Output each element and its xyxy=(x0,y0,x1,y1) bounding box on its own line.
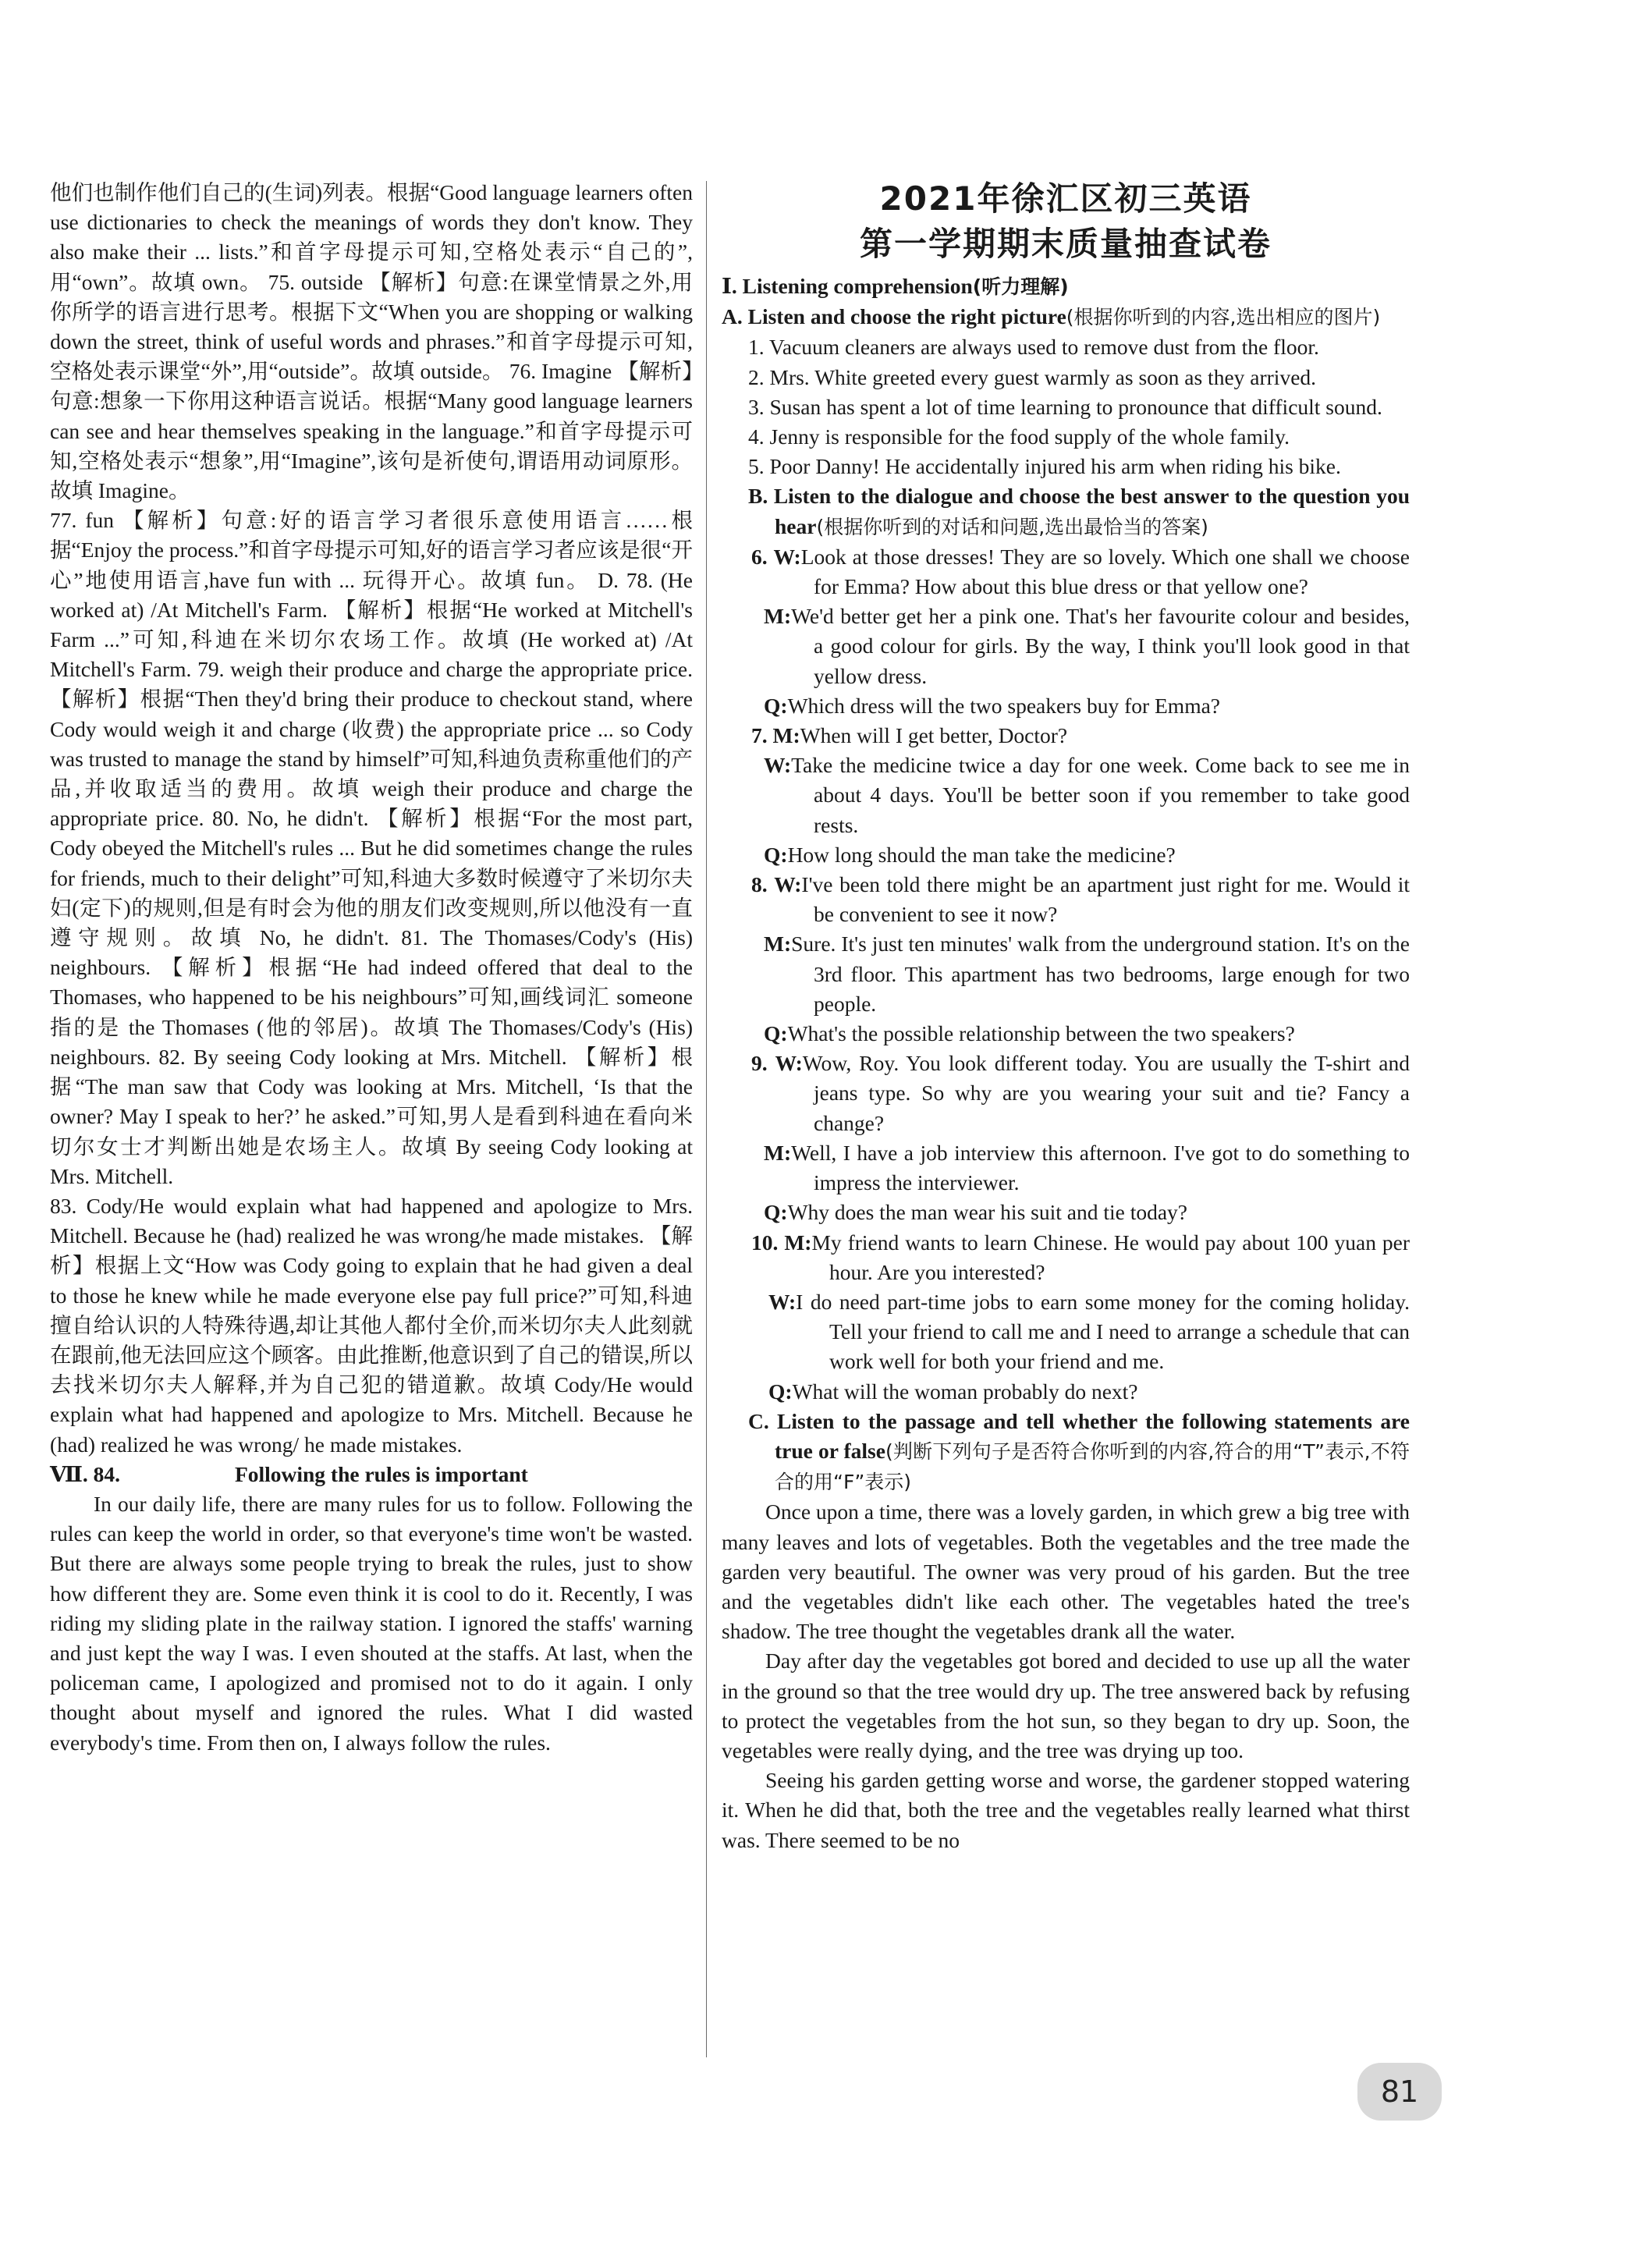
answer-explanation-paragraph: 他们也制作他们自己的(生词)列表。根据“Good language learners often use dictionaries to check the meanings of words they don't know. They also make their ... lists.”和首字母提示可知,空格处表示“自己的”,用“own”。故填 own。 75. outside 【解析】句意:在课堂情景之外,用你所学的语言进行思考。根据下文“When you are shopping or walking down the street, think of useful words and phrases.”和首字母提示可知,空格处表示课堂“外”,用“outside”。故填 outside。 76. Imagine 【解析】句意:想象一下你用这种语言说话。根据“Many good language learners can see and hear themselves speaking in the language.”和首字母提示可知,空格处表示“想象”,用“Imagine”,该句是祈使句,谓语用动词原形。故填 Imagine。 xyxy=(50,180,693,503)
dialogue-line xyxy=(722,602,1410,691)
dialogue-text: What will the woman probably do next? xyxy=(792,1379,1138,1404)
exam-title-line1: 2021年徐汇区初三英语 xyxy=(879,179,1252,218)
speaker-label: Q: xyxy=(764,842,788,867)
dialogue-text: What's the possible relationship between the two speakers? xyxy=(787,1021,1295,1046)
dialogue-line xyxy=(722,870,1410,929)
dialogue-line xyxy=(722,542,1410,602)
part-a-heading xyxy=(722,302,1410,332)
part-a-instruction-cn: (根据你听到的内容,选出相应的图片) xyxy=(1066,306,1381,329)
speaker-label: Q: xyxy=(764,693,788,718)
part-b-title: B. Listen to the dialogue and choose the best answer to the question you hear xyxy=(748,484,1410,538)
dialogue-text: I've been told there might be an apartment just right for me. Would it be convenient to see it now? xyxy=(801,872,1410,927)
dialogue-line xyxy=(722,1138,1410,1198)
essay-heading xyxy=(50,1460,693,1489)
dialogue-text: Sure. It's just ten minutes' walk from the underground station. It's on the 3rd floor. This apartment has two bedrooms, large enough for two people. xyxy=(791,932,1410,1016)
question-number: 4. xyxy=(748,424,765,449)
speaker-label: M: xyxy=(764,932,792,957)
essay-title: Following the rules is important xyxy=(234,1461,528,1486)
answer-explanation-paragraph: 83. Cody/He would explain what had happened and apologize to Mrs. Mitchell. Because he (had) realized he was wrong/he made mistakes. 【解析】根据上文“How was Cody going to explain that he had given a deal to those he knew while he made everyone else pay full price?”可知,科迪擅自给认识的人特殊待遇,却让其他人都付全价,而米切尔夫人此刻就在跟前,他无法回应这个顾客。由此推断,他意识到了自己的错误,所以去找米切尔夫人解释,并为自己犯的错道歉。故填 Cody/He would explain what had happened and apologize to Mrs. Mitchell. Because he (had) realized he was wrong/ he made mistakes. xyxy=(50,1193,693,1457)
part-c-heading xyxy=(748,1407,1410,1498)
dialogue-question xyxy=(722,691,1410,721)
answer-explanation-paragraph: 77. fun 【解析】句意:好的语言学习者很乐意使用语言……根据“Enjoy the process.”和首字母提示可知,好的语言学习者应该是很“开心”地使用语言,have fun with ... 玩得开心。故填 fun。 D. 78. (He worked at) /At Mitchell's Farm. 【解析】根据“He worked at Mitchell's Farm ...”可知,科迪在米切尔农场工作。故填 (He worked at) /At Mitchell's Farm. 79. weigh their produce and charge the appropriate price. 【解析】根据“Then they'd bring their produce to checkout stand, where Cody would weigh it and charge (收费) the appropriate price ... so Cody was trusted to manage the stand by himself”可知,科迪负责称重他们的产品,并收取适当的费用。故填 weigh their produce and charge the appropriate price. 80. No, he didn't. 【解析】根据“For the most part, Cody obeyed the Mitchell's rules ... But he did sometimes change the rules for friends, much to their delight”可知,科迪大多数时候遵守了米切尔夫妇(定下)的规则,但是有时会为他的朋友们改变规则,所以他没有一直遵守规则。故填 No, he didn't. 81. The Thomases/Cody's (His) neighbours. 【解析】根据“He had indeed offered that deal to the Thomases, who happened to be his neighbours”可知,画线词汇 someone 指的是 the Thomases (他的邻居)。故填 The Thomases/Cody's (His) neighbours. 82. By seeing Cody looking at Mrs. Mitchell. 【解析】根据“The man saw that Cody was looking at Mrs. Mitchell, ‘Is that the owner? May I speak to her?’ he asked.”可知,男人是看到科迪在看向米切尔女士才判断出她是农场主人。故填 By seeing Cody looking at Mrs. Mitchell. xyxy=(50,508,693,1188)
section-heading xyxy=(722,272,1410,302)
part-a-title: A. Listen and choose the right picture xyxy=(722,304,1066,329)
speaker-label: W: xyxy=(768,1289,797,1314)
dialogue-line xyxy=(722,721,1410,751)
part-c-title: C. Listen to the passage and tell whether the following statements are true or false xyxy=(748,1408,1410,1463)
column-divider xyxy=(706,181,707,2057)
speaker-label: Q: xyxy=(764,1200,788,1225)
speaker-label: M: xyxy=(784,1230,812,1255)
speaker-label: M: xyxy=(772,723,800,748)
dialogue-line xyxy=(722,1049,1410,1138)
part-c-instruction-cn: (判断下列句子是否符合你听到的内容,符合的用“T”表示,不符合的用“F”表示) xyxy=(775,1439,1410,1494)
dialogue-text: Wow, Roy. You look different today. You are usually the T-shirt and jeans type. So why are you wearing your suit and tie? Fancy a change? xyxy=(802,1051,1410,1135)
question-item xyxy=(748,452,1410,481)
dialogue-number: 7. xyxy=(751,723,768,748)
dialogue-line xyxy=(722,751,1410,840)
page-number: 81 xyxy=(1357,2063,1442,2121)
question-text: Jenny is responsible for the food supply of the whole family. xyxy=(769,424,1290,449)
section-title-cn: (听力理解) xyxy=(972,275,1069,298)
essay-body: In our daily life, there are many rules for us to follow. Following the rules can keep the world in order, so that everyone's time won't be wasted. But there are always some people trying to break the rules, just to show how different they are. Some even think it is cool to do it. Recently, I was riding my sliding plate in the railway station. I ignored the staffs' warning and just kept the way I was. I even shouted at the staffs. At last, when the policeman came, I apologized and promised not to do it again. I only thought about myself and ignored the rules. What I did wasted everybody's time. From then on, I always follow the rules. xyxy=(50,1491,693,1755)
speaker-label: M: xyxy=(764,1140,792,1165)
dialogue-text: How long should the man take the medicine? xyxy=(787,842,1176,867)
dialogue-number: 9. xyxy=(751,1051,768,1076)
dialogue-text: Which dress will the two speakers buy for Emma? xyxy=(787,693,1220,718)
question-number: 1. xyxy=(748,335,765,360)
dialogue-text: Why does the man wear his suit and tie today? xyxy=(787,1200,1187,1225)
dialogue-text: We'd better get her a pink one. That's her favourite colour and besides, a good colour for girls. By the way, I think you'll look good in that yellow dress. xyxy=(791,604,1410,688)
dialogue-question xyxy=(722,1019,1410,1049)
question-text: Poor Danny! He accidentally injured his arm when riding his bike. xyxy=(769,454,1341,479)
essay-number: Ⅶ. 84. xyxy=(50,1461,121,1486)
question-number: 5. xyxy=(748,454,765,479)
passage-paragraph: Seeing his garden getting worse and worse, the gardener stopped watering it. When he did that, both the tree and the vegetables really learned what thirst was. There seemed to be no xyxy=(722,1768,1410,1852)
question-item xyxy=(748,392,1410,422)
dialogue-number: 10. xyxy=(751,1230,779,1255)
question-item xyxy=(748,363,1410,392)
dialogue-question xyxy=(722,840,1410,870)
question-number: 3. xyxy=(748,394,765,419)
question-item xyxy=(748,422,1410,452)
question-text: Mrs. White greeted every guest warmly as soon as they arrived. xyxy=(769,364,1317,389)
question-item xyxy=(748,332,1410,362)
passage-paragraph: Once upon a time, there was a lovely garden, in which grew a big tree with many leaves and lots of vegetables. Both the vegetables and the tree made the garden very beautiful. The owner was very proud of his garden. But the tree and the vegetables didn't like each other. The vegetables hated the tree's shadow. The tree thought the vegetables drank all the water. xyxy=(722,1500,1410,1644)
speaker-label: W: xyxy=(774,872,802,897)
part-b-instruction-cn: (根据你听到的对话和问题,选出最恰当的答案) xyxy=(816,515,1208,538)
speaker-label: W: xyxy=(773,544,801,569)
dialogue-number: 8. xyxy=(751,872,768,897)
dialogue-line xyxy=(722,1287,1410,1377)
dialogue-text: Take the medicine twice a day for one week. Come back to see me in about 4 days. You'll be better soon if you remember to take good rests. xyxy=(791,753,1410,837)
dialogue-text: Well, I have a job interview this afternoon. I've got to do something to impress the interviewer. xyxy=(791,1140,1410,1195)
dialogue-text: My friend wants to learn Chinese. He would pay about 100 yuan per hour. Are you interested? xyxy=(811,1230,1410,1284)
right-column xyxy=(722,176,1410,1855)
speaker-label: M: xyxy=(764,604,792,629)
question-text: Vacuum cleaners are always used to remove dust from the floor. xyxy=(769,335,1319,360)
dialogue-text: When will I get better, Doctor? xyxy=(800,723,1068,748)
speaker-label: W: xyxy=(764,753,792,778)
dialogue-text: Look at those dresses! They are so lovely. Which one shall we choose for Emma? How about this blue dress or that yellow one? xyxy=(800,544,1410,599)
dialogue-text: I do need part-time jobs to earn some money for the coming holiday. Tell your friend to call me and I need to arrange a schedule that can work well for both your friend and me. xyxy=(796,1289,1410,1374)
section-title: Listening comprehension xyxy=(742,274,973,298)
passage-paragraph: Day after day the vegetables got bored and decided to use up all the water in the ground so that the tree would dry up. The tree answered back by refusing to protect the vegetables from the hot sun, so they began to dry up. Soon, the vegetables were really dying, and the tree was drying up too. xyxy=(722,1649,1410,1762)
dialogue-question xyxy=(722,1198,1410,1227)
part-b-heading xyxy=(748,481,1410,541)
section-number: Ⅰ. xyxy=(722,274,737,298)
dialogue-line xyxy=(722,929,1410,1019)
left-column xyxy=(50,178,693,1758)
speaker-label: Q: xyxy=(768,1379,793,1404)
question-text: Susan has spent a lot of time learning to pronounce that difficult sound. xyxy=(769,394,1382,419)
dialogue-line xyxy=(722,1228,1410,1287)
speaker-label: Q: xyxy=(764,1021,788,1046)
dialogue-question xyxy=(722,1377,1410,1407)
speaker-label: W: xyxy=(775,1051,803,1076)
question-number: 2. xyxy=(748,364,765,389)
dialogue-number: 6. xyxy=(751,544,768,569)
exam-title-line2: 第一学期期末质量抽查试卷 xyxy=(859,225,1272,263)
